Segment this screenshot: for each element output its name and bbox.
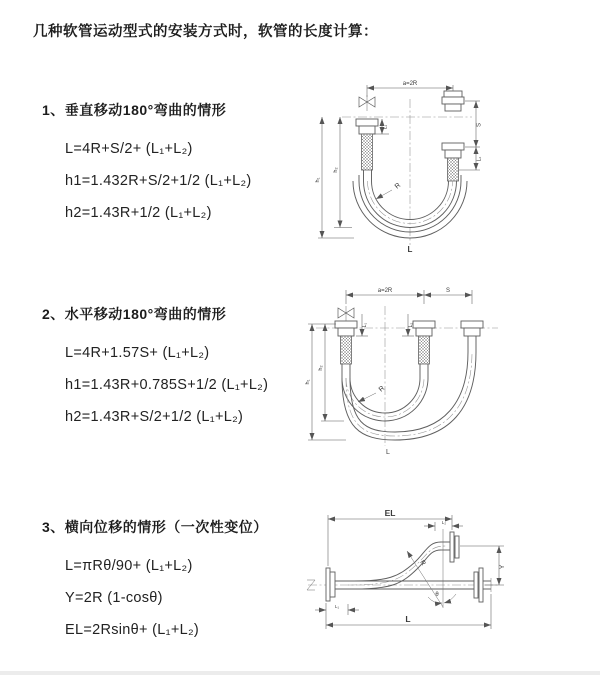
formula-length: L=πRθ/90+ (L₁+L₂)	[65, 558, 193, 574]
section-heading: 1、垂直移动180°弯曲的情形	[42, 102, 227, 118]
length-label: L	[405, 614, 411, 624]
section-lateral-displacement	[42, 517, 268, 647]
formula-h1: h1=1.43R+0.785S+1/2 (L₁+L₂)	[65, 377, 269, 393]
el-dimension-label: EL	[384, 508, 396, 518]
braided-hose-section	[362, 134, 373, 170]
page-title: 几种软管运动型式的安装方式时，软管的长度计算：	[33, 24, 378, 40]
valve-icon	[338, 306, 354, 321]
diagram-horizontal-movement	[300, 280, 600, 465]
diagram-vertical-movement	[310, 75, 600, 255]
radius-label: R	[393, 181, 403, 191]
section-vertical-movement	[42, 100, 252, 230]
l2-dimension-label: L₂	[408, 322, 414, 328]
hose-u-bend-moved	[342, 352, 476, 440]
l1-dimension-label: L₁	[362, 322, 368, 328]
length-label: L	[407, 245, 413, 254]
section-heading: 3、横向位移的情形（一次性变位）	[42, 519, 268, 535]
s-dimension-label: S	[445, 288, 451, 294]
section-horizontal-movement	[42, 304, 268, 434]
middle-fitting	[413, 321, 435, 364]
left-flange	[326, 568, 354, 601]
left-fitting	[356, 119, 378, 170]
formula-h1: h1=1.432R+S/2+1/2 (L₁+L₂)	[65, 173, 252, 189]
valve-icon	[359, 95, 375, 111]
formula-el: EL=2Rsinθ+ (L₁+L₂)	[65, 622, 200, 638]
radius-construction	[407, 529, 456, 608]
right-fitting	[442, 91, 464, 181]
left-fitting	[335, 321, 357, 364]
radius-label: R	[377, 384, 387, 394]
formula-length: L=4R+1.57S+ (L₁+L₂)	[65, 345, 210, 361]
page-bottom-edge	[0, 671, 600, 675]
hose-s-curve	[348, 542, 446, 589]
upper-flange	[441, 532, 459, 562]
formula-length: L=4R+S/2+ (L₁+L₂)	[65, 141, 193, 157]
l2-dimension-label: L₂	[441, 520, 447, 525]
section-heading: 2、水平移动180°弯曲的情形	[42, 306, 227, 322]
braided-hose-section	[341, 336, 352, 364]
y-dimension-label: Y	[499, 564, 506, 570]
l1-dimension-label: L₁	[382, 124, 389, 130]
diagram-lateral-displacement	[298, 505, 600, 655]
span-dimension-label: a=2R	[402, 81, 418, 87]
s-dimension-label: S	[476, 122, 483, 128]
l1-dimension-label: L₁	[334, 604, 340, 609]
length-label: L	[386, 449, 390, 456]
h1-dimension-label: h₁	[305, 379, 311, 385]
h1-dimension-label: h₁	[315, 177, 321, 183]
l2-dimension-label: L₂	[476, 156, 483, 162]
braided-hose-section	[448, 158, 459, 181]
radius-label: R	[418, 559, 427, 567]
theta-label: θ	[435, 592, 439, 598]
braided-hose-section	[419, 336, 430, 364]
h2-dimension-label: h₂	[333, 167, 339, 173]
formula-y: Y=2R (1-cosθ)	[65, 590, 163, 606]
h2-dimension-label: h₂	[318, 365, 324, 371]
right-fitting-moved	[461, 321, 483, 352]
span-dimension-label: a=2R	[377, 288, 393, 294]
formula-h2: h2=1.43R+1/2 (L₁+L₂)	[65, 205, 212, 221]
formula-h2: h2=1.43R+S/2+1/2 (L₁+L₂)	[65, 409, 244, 425]
